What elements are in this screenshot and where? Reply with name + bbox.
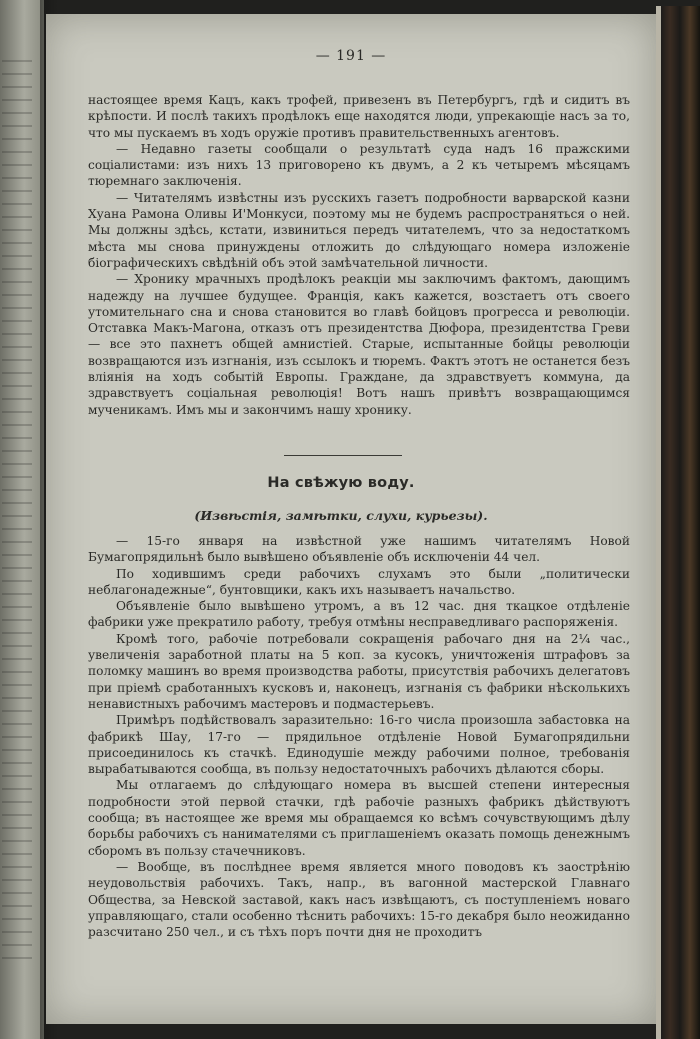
paragraph: — Вообще, въ послѣднее время является много поводовъ къ заострѣнію неудовольствія рабочихъ. Такъ, напр., въ вагонной мастерской Главнаго Общества, за Невской заставой, какъ насъ извѣщаютъ, съ поступленіемъ новаго управляющаго, стали особенно тѣснить рабочихъ: 15-го декабря было неожиданно разсчитано 250 чел., и съ тѣхъ поръ почти дня не проходитъ — [88, 859, 630, 940]
paragraph: Объявленіе было вывѣшено утромъ, а въ 12 час. дня ткацкое отдѣленіе фабрики уже прекратило работу, требуя отмѣны несправедливаго распоряженія. — [88, 599, 630, 630]
section-subtitle: (Извѣстія, замѣтки, слухи, курьезы). — [194, 508, 488, 523]
paragraph: — Читателямъ извѣстны изъ русскихъ газетъ подробности варварской казни Хуана Рамона Оливы И'Монкуси, поэтому мы не будемъ распространяться о ней. Мы должны здѣсь, кстати, извиниться передъ читателемъ, что за недостаткомъ мѣста мы снова принуждены отложить до слѣдующаго номера изложеніе біографическихъ свѣдѣній объ этой замѣчательной личности. — [88, 190, 630, 270]
book-page — [46, 14, 656, 1024]
paragraph: Кромѣ того, рабочіе потребовали сокращенія рабочаго дня на 2¼ час., увеличенія заработной платы на 5 коп. за кусокъ, уничтоженія штрафовъ за поломку машинъ во время производства работы, присутствія рабочихъ делегатовъ при пріемѣ сработанныхъ кусковъ и, наконецъ, изгнанія съ фабрики нѣсколькихъ ненавистныхъ рабочимъ мастеровъ и подмастерьевъ. — [88, 631, 630, 711]
section-divider — [284, 455, 402, 456]
paragraph: — 15-го января на извѣстной уже нашимъ читателямъ Новой Бумагопрядильнѣ было вывѣшено объявленіе объ исключеніи 44 чел. — [88, 534, 630, 565]
paragraph: По ходившимъ среди рабочихъ слухамъ это были „политически неблагонадежные“, бунтовщики, какъ ихъ называетъ начальство. — [88, 566, 630, 597]
paragraph: — Недавно газеты сообщали о результатѣ суда надъ 16 пражскими соціалистами: изъ нихъ 13 приговорено къ двумъ, а 2 къ четыремъ мѣсяцамъ тюремнаго заключенія. — [88, 141, 630, 189]
section-text — [88, 533, 630, 940]
paragraph: настоящее время Кацъ, какъ трофей, привезенъ въ Петербургъ, гдѣ и сидитъ въ крѣпости. И послѣ такихъ продѣлокъ еще находятся люди, упрекающіе насъ за то, что мы пускаемъ въ ходъ оружіе противъ правительственныхъ агентовъ. — [88, 93, 630, 140]
chronicle-text — [88, 92, 630, 418]
page-number: — 191 — — [315, 48, 387, 64]
section-title: На свѣжую воду. — [267, 475, 415, 491]
book-cover-edge — [656, 6, 700, 1039]
paragraph: Мы отлагаемъ до слѣдующаго номера въ высшей степени интересныя подробности этой первой стачки, гдѣ рабочіе разныхъ фабрикъ дѣйствуютъ сообща; въ настоящее же время мы обращаемся ко всѣмъ сочувствующимъ дѣлу борьбы рабочихъ съ нанимателями съ приглашеніемъ оказать помощь денежнымъ сборомъ въ пользу стачечниковъ. — [88, 778, 630, 858]
paragraph: Примѣръ подѣйствовалъ заразительно: 16-го числа произошла забастовка на фабрикѣ Шау, 17-го — прядильное отдѣленіе Новой Бумагопрядильни присоединилось къ стачкѣ. Единодушіе между рабочими полное, требованія вырабатываются сообща, въ пользу недостаточныхъ рабочихъ дѣлаются сборы. — [88, 713, 630, 777]
facing-page-edge — [0, 0, 44, 1039]
facing-page-text-lines — [2, 60, 32, 960]
paragraph: — Хронику мрачныхъ продѣлокъ реакціи мы заключимъ фактомъ, дающимъ надежду на лучшее будущее. Франція, какъ кажется, возстаетъ отъ своего утомительнаго сна и снова становится во главѣ бойцовъ прогресса и революціи. Отставка Макъ-Магона, отказъ отъ президентства Дюфора, президентства Греви — все это пахнетъ общей амнистіей. Старые, испытанные бойцы революціи возвращаются изъ изгнанія, изъ ссылокъ и тюремъ. Фактъ этотъ не останется безъ вліянія на ходъ событій Европы. Граждане, да здравствуетъ коммуна, да здравствуетъ соціальная революція! Вотъ нашъ привѣтъ возвращающимся мученикамъ. Имъ мы и закончимъ нашу хронику. — [88, 272, 630, 417]
